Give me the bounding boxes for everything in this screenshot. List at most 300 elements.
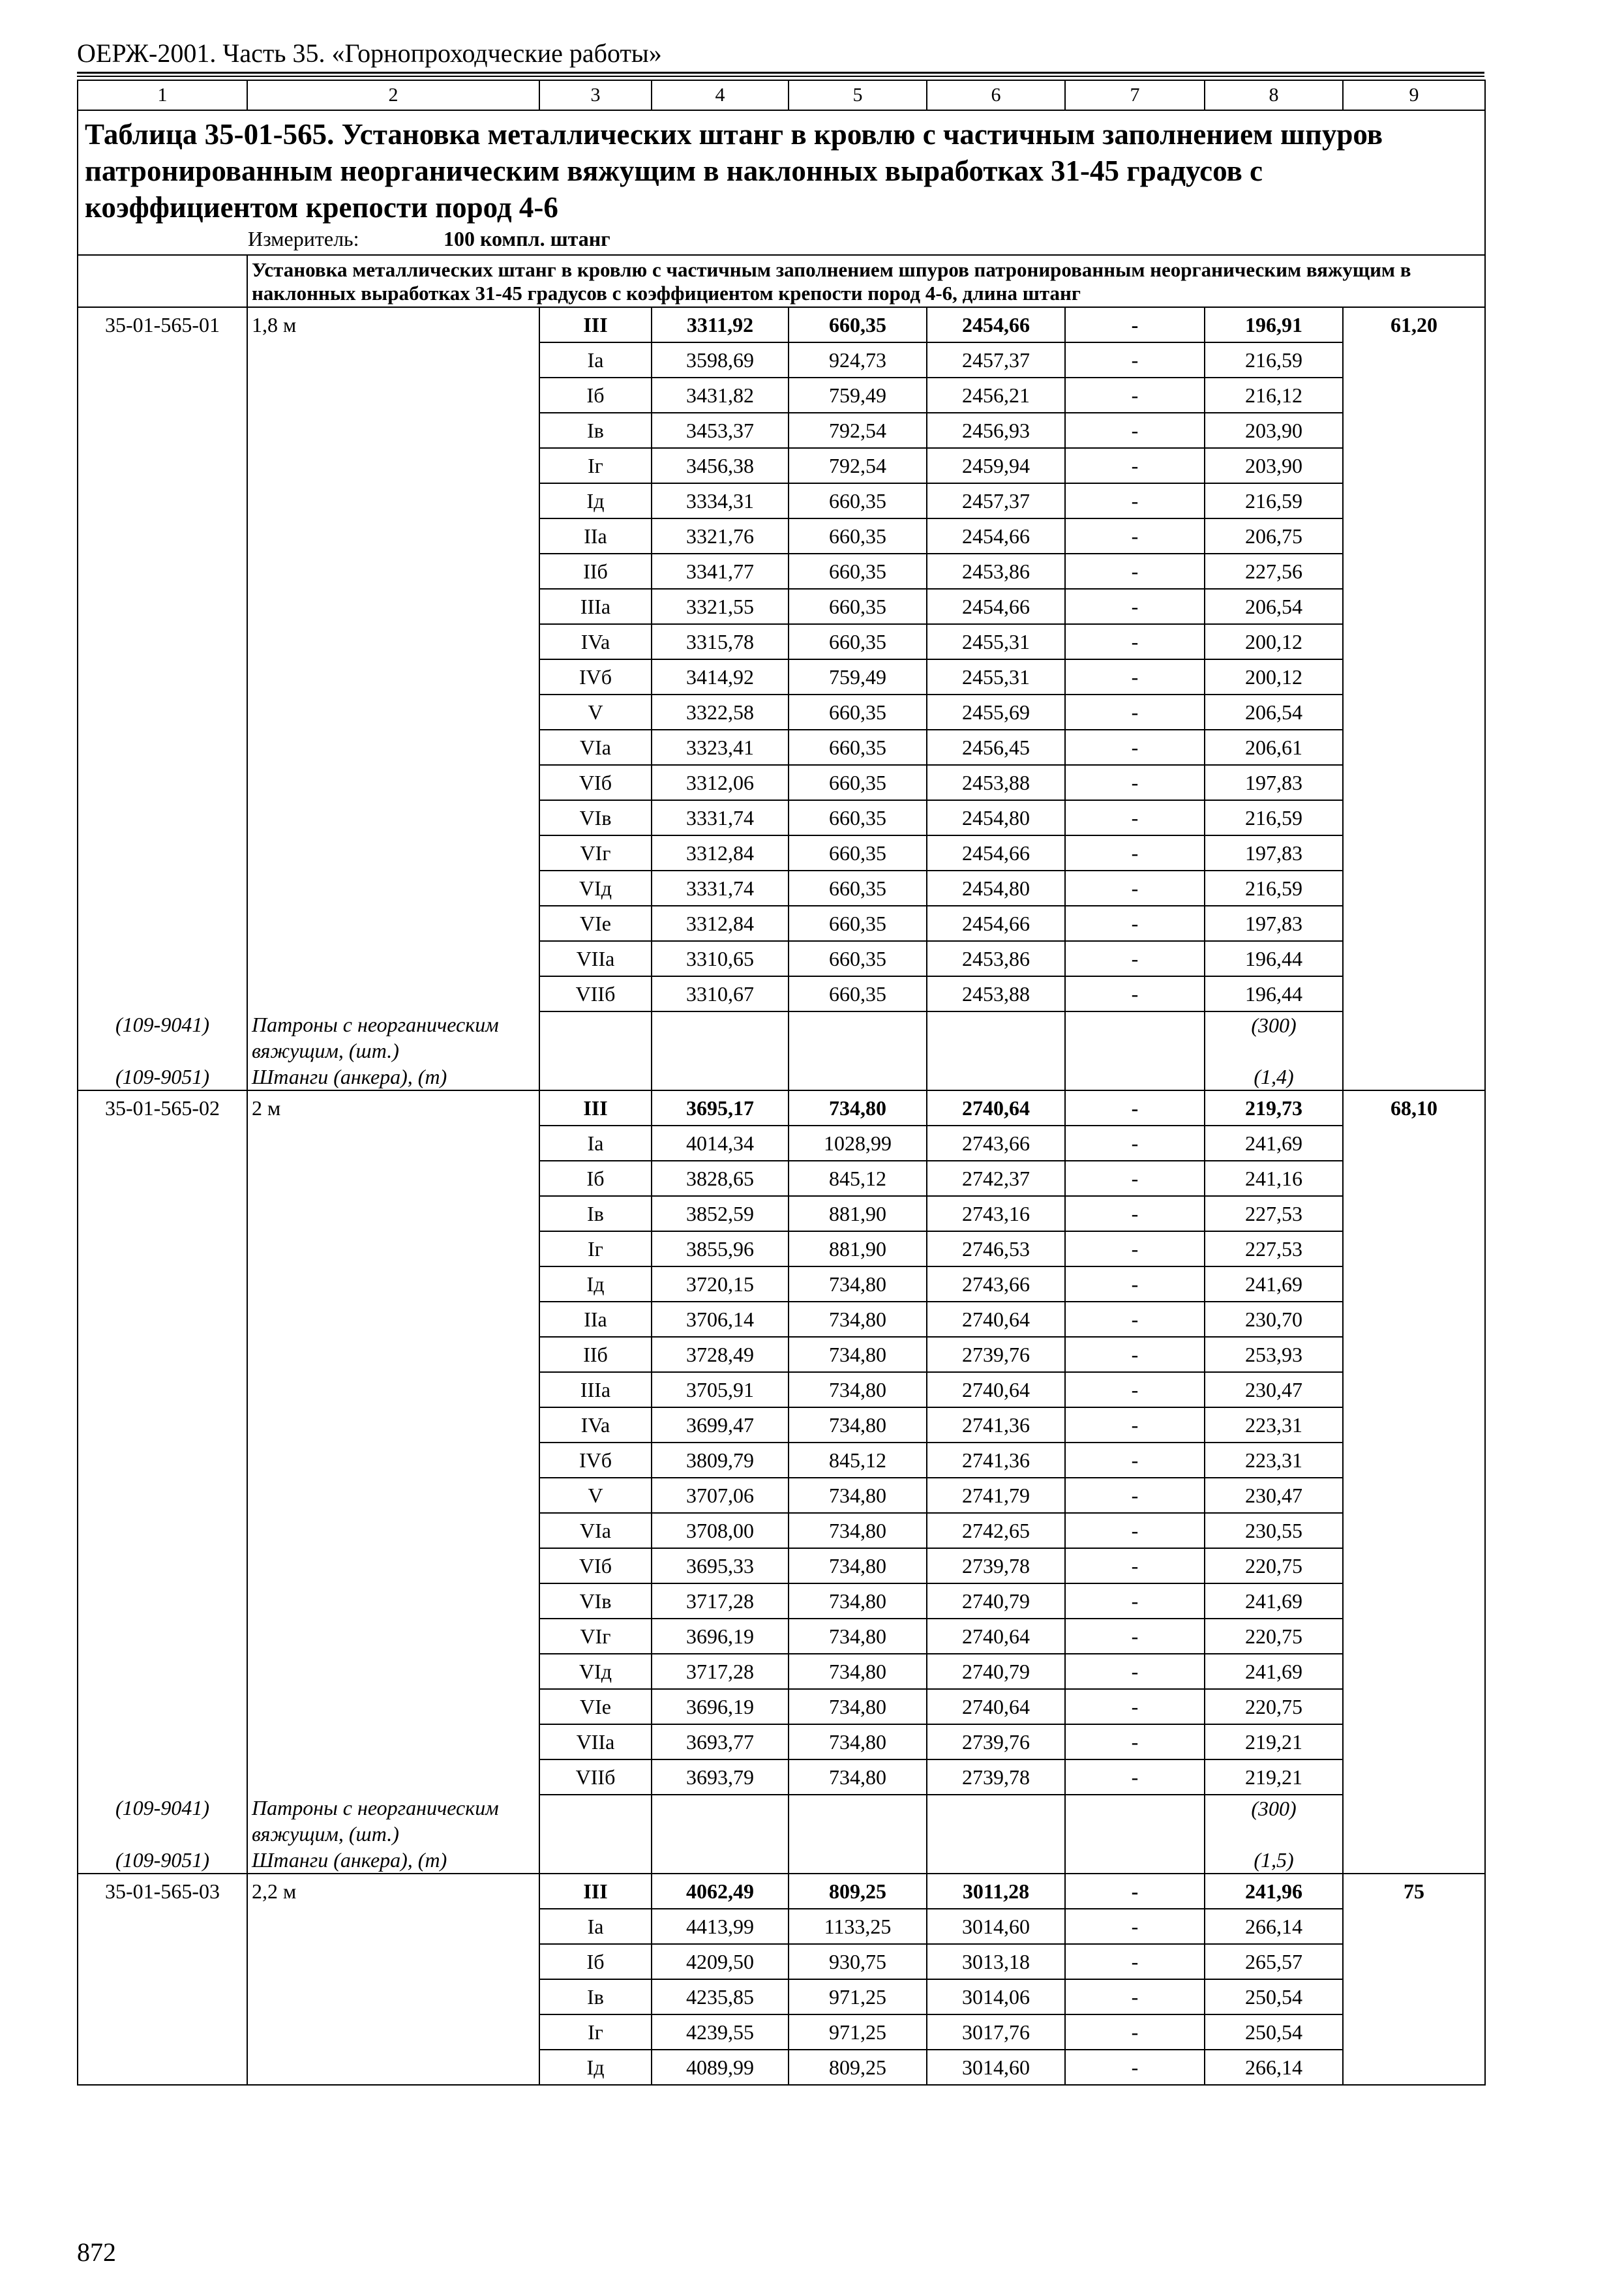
value-cell: 3828,65 bbox=[652, 1161, 789, 1196]
table-row bbox=[78, 1909, 1485, 1944]
rate-length-cont bbox=[247, 448, 539, 483]
empty-cell bbox=[789, 1795, 927, 1847]
value-cell: - bbox=[1065, 1407, 1205, 1443]
rate-code-cont bbox=[78, 1231, 247, 1266]
value-cell: 216,12 bbox=[1205, 378, 1343, 413]
table-row bbox=[78, 1874, 1485, 1909]
value-cell: 734,80 bbox=[789, 1372, 927, 1407]
zone-cell: III bbox=[539, 307, 652, 342]
value-cell: - bbox=[1065, 413, 1205, 448]
value-cell: 3809,79 bbox=[652, 1443, 789, 1478]
value-cell: 3014,60 bbox=[927, 2050, 1065, 2085]
value-cell: 4235,85 bbox=[652, 1979, 789, 2014]
resource-row bbox=[78, 1847, 1485, 1874]
rate-length-cont bbox=[247, 1909, 539, 1944]
labor-cell-cont bbox=[1343, 2014, 1485, 2050]
table-row bbox=[78, 906, 1485, 941]
zone-cell: VIв bbox=[539, 800, 652, 835]
table-row bbox=[78, 1266, 1485, 1302]
table-row bbox=[78, 1337, 1485, 1372]
rate-length-cont bbox=[247, 1478, 539, 1513]
value-cell: 3707,06 bbox=[652, 1478, 789, 1513]
labor-cell-cont bbox=[1343, 448, 1485, 483]
labor-cell-cont bbox=[1343, 2050, 1485, 2085]
rate-length-cont bbox=[247, 554, 539, 589]
table-row bbox=[78, 1161, 1485, 1196]
resource-name: Патроны с неорганическим вяжущим, (шт.) bbox=[247, 1011, 539, 1064]
rate-length-cont bbox=[247, 659, 539, 695]
table-row bbox=[78, 1548, 1485, 1583]
rate-code-cont bbox=[78, 659, 247, 695]
labor-cell-cont bbox=[1343, 941, 1485, 976]
value-cell: 3311,92 bbox=[652, 307, 789, 342]
value-cell: 223,31 bbox=[1205, 1443, 1343, 1478]
rate-code-cont bbox=[78, 1337, 247, 1372]
rate-length-cont bbox=[247, 2050, 539, 2085]
rate-length-cont bbox=[247, 518, 539, 554]
table-row bbox=[78, 1443, 1485, 1478]
rate-code-cont bbox=[78, 1196, 247, 1231]
value-cell: 3456,38 bbox=[652, 448, 789, 483]
value-cell: 250,54 bbox=[1205, 1979, 1343, 2014]
rate-length-cont bbox=[247, 2014, 539, 2050]
column-numbers-row bbox=[78, 80, 1485, 110]
value-cell: 2456,21 bbox=[927, 378, 1065, 413]
labor-cell-cont bbox=[1343, 1302, 1485, 1337]
rate-length-cont bbox=[247, 1689, 539, 1724]
rate-code-cont bbox=[78, 906, 247, 941]
value-cell: - bbox=[1065, 1302, 1205, 1337]
table-row bbox=[78, 1126, 1485, 1161]
value-cell: 206,54 bbox=[1205, 695, 1343, 730]
value-cell: - bbox=[1065, 906, 1205, 941]
resource-name: Патроны с неорганическим вяжущим, (шт.) bbox=[247, 1795, 539, 1847]
value-cell: 2455,69 bbox=[927, 695, 1065, 730]
rate-length-cont bbox=[247, 1126, 539, 1161]
zone-cell: IVa bbox=[539, 624, 652, 659]
value-cell: 206,61 bbox=[1205, 730, 1343, 765]
labor-cell-cont bbox=[1343, 1478, 1485, 1513]
resource-value: (1,4) bbox=[1205, 1064, 1343, 1090]
value-cell: 3014,06 bbox=[927, 1979, 1065, 2014]
rate-code-cont bbox=[78, 835, 247, 871]
rate-length-cont bbox=[247, 1443, 539, 1478]
value-cell: 2746,53 bbox=[927, 1231, 1065, 1266]
table-row bbox=[78, 835, 1485, 871]
value-cell: - bbox=[1065, 765, 1205, 800]
rate-length-cont bbox=[247, 1583, 539, 1619]
value-cell: 2457,37 bbox=[927, 483, 1065, 518]
zone-cell: IVa bbox=[539, 1407, 652, 1443]
value-cell: 734,80 bbox=[789, 1266, 927, 1302]
empty-cell bbox=[1065, 1795, 1205, 1847]
empty-cell bbox=[652, 1011, 789, 1064]
value-cell: 4239,55 bbox=[652, 2014, 789, 2050]
resource-value: (1,5) bbox=[1205, 1847, 1343, 1874]
value-cell: 2455,31 bbox=[927, 659, 1065, 695]
table-row bbox=[78, 941, 1485, 976]
value-cell: 2743,66 bbox=[927, 1266, 1065, 1302]
value-cell: 2739,76 bbox=[927, 1724, 1065, 1759]
labor-cell-cont bbox=[1343, 1795, 1485, 1847]
labor-cell-cont bbox=[1343, 1979, 1485, 2014]
value-cell: 241,16 bbox=[1205, 1161, 1343, 1196]
value-cell: 2454,66 bbox=[927, 307, 1065, 342]
rate-code-cont bbox=[78, 1443, 247, 1478]
value-cell: 734,80 bbox=[789, 1689, 927, 1724]
labor-cell-cont bbox=[1343, 976, 1485, 1011]
value-cell: 845,12 bbox=[789, 1443, 927, 1478]
zone-cell: V bbox=[539, 1478, 652, 1513]
value-cell: 230,55 bbox=[1205, 1513, 1343, 1548]
value-cell: 3705,91 bbox=[652, 1372, 789, 1407]
value-cell: 2741,36 bbox=[927, 1443, 1065, 1478]
subheading: Установка металлических штанг в кровлю с частичным заполнением шпуров патронированным неорганическим вяжущим в наклонных выработках 31-45 градусов с коэффициентом крепости пород 4-6, длина штанг bbox=[247, 255, 1485, 307]
value-cell: - bbox=[1065, 1619, 1205, 1654]
value-cell: 219,73 bbox=[1205, 1090, 1343, 1126]
zone-cell: IIa bbox=[539, 1302, 652, 1337]
value-cell: - bbox=[1065, 1689, 1205, 1724]
value-cell: 197,83 bbox=[1205, 906, 1343, 941]
table-row bbox=[78, 871, 1485, 906]
value-cell: 4413,99 bbox=[652, 1909, 789, 1944]
zone-cell: Iб bbox=[539, 1944, 652, 1979]
value-cell: 200,12 bbox=[1205, 659, 1343, 695]
labor-cell-cont bbox=[1343, 624, 1485, 659]
labor-cell: 61,20 bbox=[1343, 307, 1485, 342]
value-cell: 930,75 bbox=[789, 1944, 927, 1979]
value-cell: - bbox=[1065, 483, 1205, 518]
rate-length-cont bbox=[247, 941, 539, 976]
rate-code-cont bbox=[78, 1513, 247, 1548]
rate-code-cont bbox=[78, 1944, 247, 1979]
empty-cell bbox=[1065, 1011, 1205, 1064]
value-cell: 2743,66 bbox=[927, 1126, 1065, 1161]
value-cell: 734,80 bbox=[789, 1548, 927, 1583]
labor-cell-cont bbox=[1343, 1548, 1485, 1583]
value-cell: - bbox=[1065, 1654, 1205, 1689]
rate-code-cont bbox=[78, 941, 247, 976]
labor-cell-cont bbox=[1343, 1337, 1485, 1372]
rate-code-cont bbox=[78, 554, 247, 589]
labor-cell: 68,10 bbox=[1343, 1090, 1485, 1126]
value-cell: 197,83 bbox=[1205, 835, 1343, 871]
rate-code-cont bbox=[78, 1372, 247, 1407]
value-cell: 253,93 bbox=[1205, 1337, 1343, 1372]
value-cell: - bbox=[1065, 1944, 1205, 1979]
rate-code-cont bbox=[78, 1724, 247, 1759]
value-cell: 3717,28 bbox=[652, 1654, 789, 1689]
value-cell: 220,75 bbox=[1205, 1548, 1343, 1583]
table-row bbox=[78, 1979, 1485, 2014]
empty-cell bbox=[539, 1064, 652, 1090]
labor-cell-cont bbox=[1343, 589, 1485, 624]
value-cell: 660,35 bbox=[789, 730, 927, 765]
table-row bbox=[78, 483, 1485, 518]
value-cell: 216,59 bbox=[1205, 342, 1343, 378]
zone-cell: IIб bbox=[539, 1337, 652, 1372]
value-cell: 227,53 bbox=[1205, 1196, 1343, 1231]
rate-code-cont bbox=[78, 342, 247, 378]
value-cell: 971,25 bbox=[789, 2014, 927, 2050]
empty-cell bbox=[789, 1011, 927, 1064]
zone-cell: Ia bbox=[539, 342, 652, 378]
rate-code-cont bbox=[78, 800, 247, 835]
value-cell: - bbox=[1065, 1583, 1205, 1619]
value-cell: 196,44 bbox=[1205, 941, 1343, 976]
zone-cell: VIIб bbox=[539, 1759, 652, 1795]
value-cell: 220,75 bbox=[1205, 1619, 1343, 1654]
rate-length-cont bbox=[247, 1724, 539, 1759]
value-cell: 265,57 bbox=[1205, 1944, 1343, 1979]
value-cell: 660,35 bbox=[789, 589, 927, 624]
column-number: 7 bbox=[1065, 80, 1205, 110]
labor-cell-cont bbox=[1343, 554, 1485, 589]
value-cell: 241,69 bbox=[1205, 1266, 1343, 1302]
labor-cell-cont bbox=[1343, 1064, 1485, 1090]
value-cell: 2741,36 bbox=[927, 1407, 1065, 1443]
value-cell: - bbox=[1065, 1266, 1205, 1302]
empty-cell bbox=[927, 1064, 1065, 1090]
value-cell: 792,54 bbox=[789, 448, 927, 483]
table-row bbox=[78, 976, 1485, 1011]
value-cell: - bbox=[1065, 448, 1205, 483]
value-cell: 924,73 bbox=[789, 342, 927, 378]
table-row bbox=[78, 1654, 1485, 1689]
value-cell: 660,35 bbox=[789, 695, 927, 730]
value-cell: 230,70 bbox=[1205, 1302, 1343, 1337]
column-number: 1 bbox=[78, 80, 247, 110]
zone-cell: VIe bbox=[539, 906, 652, 941]
empty-cell bbox=[652, 1064, 789, 1090]
zone-cell: VIa bbox=[539, 1513, 652, 1548]
value-cell: 3323,41 bbox=[652, 730, 789, 765]
zone-cell: VIг bbox=[539, 1619, 652, 1654]
labor-cell-cont bbox=[1343, 1161, 1485, 1196]
value-cell: 3014,60 bbox=[927, 1909, 1065, 1944]
value-cell: 734,80 bbox=[789, 1513, 927, 1548]
rate-code-cont bbox=[78, 1126, 247, 1161]
rate-length-cont bbox=[247, 413, 539, 448]
header-rule bbox=[77, 72, 1484, 74]
rate-code-cont bbox=[78, 1161, 247, 1196]
value-cell: 660,35 bbox=[789, 906, 927, 941]
rate-length: 1,8 м bbox=[247, 307, 539, 342]
value-cell: 206,54 bbox=[1205, 589, 1343, 624]
value-cell: 250,54 bbox=[1205, 2014, 1343, 2050]
column-number: 5 bbox=[789, 80, 927, 110]
labor-cell-cont bbox=[1343, 730, 1485, 765]
value-cell: 734,80 bbox=[789, 1583, 927, 1619]
labor-cell-cont bbox=[1343, 1909, 1485, 1944]
value-cell: 881,90 bbox=[789, 1196, 927, 1231]
labor-cell-cont bbox=[1343, 1759, 1485, 1795]
rate-length-cont bbox=[247, 1654, 539, 1689]
value-cell: 3728,49 bbox=[652, 1337, 789, 1372]
value-cell: 2740,64 bbox=[927, 1302, 1065, 1337]
rate-code-cont bbox=[78, 448, 247, 483]
value-cell: - bbox=[1065, 1724, 1205, 1759]
table-row bbox=[78, 448, 1485, 483]
table-row bbox=[78, 378, 1485, 413]
value-cell: 3696,19 bbox=[652, 1689, 789, 1724]
value-cell: 4014,34 bbox=[652, 1126, 789, 1161]
value-cell: - bbox=[1065, 835, 1205, 871]
value-cell: 219,21 bbox=[1205, 1724, 1343, 1759]
zone-cell: VIг bbox=[539, 835, 652, 871]
value-cell: 3453,37 bbox=[652, 413, 789, 448]
rate-code-cont bbox=[78, 1689, 247, 1724]
zone-cell: III bbox=[539, 1874, 652, 1909]
rate-length-cont bbox=[247, 1302, 539, 1337]
table-row bbox=[78, 1090, 1485, 1126]
rate-code-cont bbox=[78, 1909, 247, 1944]
zone-cell: VIIa bbox=[539, 941, 652, 976]
labor-cell-cont bbox=[1343, 1372, 1485, 1407]
labor-cell-cont bbox=[1343, 1944, 1485, 1979]
value-cell: - bbox=[1065, 307, 1205, 342]
value-cell: 734,80 bbox=[789, 1759, 927, 1795]
value-cell: - bbox=[1065, 1196, 1205, 1231]
resource-code: (109-9051) bbox=[78, 1064, 247, 1090]
value-cell: - bbox=[1065, 518, 1205, 554]
resource-value: (300) bbox=[1205, 1011, 1343, 1064]
value-cell: 734,80 bbox=[789, 1619, 927, 1654]
value-cell: 2453,86 bbox=[927, 554, 1065, 589]
rate-code-cont bbox=[78, 518, 247, 554]
table-row bbox=[78, 765, 1485, 800]
rate-length-cont bbox=[247, 871, 539, 906]
value-cell: 4089,99 bbox=[652, 2050, 789, 2085]
value-cell: 660,35 bbox=[789, 976, 927, 1011]
value-cell: 2743,16 bbox=[927, 1196, 1065, 1231]
value-cell: 660,35 bbox=[789, 941, 927, 976]
rate-code-cont bbox=[78, 1407, 247, 1443]
rate-code-cont bbox=[78, 589, 247, 624]
table-row bbox=[78, 1944, 1485, 1979]
rate-code-cont bbox=[78, 2050, 247, 2085]
zone-cell: IIa bbox=[539, 518, 652, 554]
value-cell: 2740,64 bbox=[927, 1689, 1065, 1724]
value-cell: 2454,66 bbox=[927, 906, 1065, 941]
empty-cell bbox=[539, 1795, 652, 1847]
value-cell: 227,56 bbox=[1205, 554, 1343, 589]
zone-cell: Ia bbox=[539, 1126, 652, 1161]
value-cell: 2740,64 bbox=[927, 1372, 1065, 1407]
value-cell: 3312,84 bbox=[652, 835, 789, 871]
value-cell: 2741,79 bbox=[927, 1478, 1065, 1513]
zone-cell: Ia bbox=[539, 1909, 652, 1944]
measure-label: Измеритель: bbox=[248, 227, 359, 250]
value-cell: 3310,67 bbox=[652, 976, 789, 1011]
labor-cell: 75 bbox=[1343, 1874, 1485, 1909]
rate-length-cont bbox=[247, 378, 539, 413]
rate-length-cont bbox=[247, 1161, 539, 1196]
value-cell: - bbox=[1065, 1161, 1205, 1196]
value-cell: - bbox=[1065, 1126, 1205, 1161]
value-cell: 3695,33 bbox=[652, 1548, 789, 1583]
value-cell: - bbox=[1065, 589, 1205, 624]
rate-length: 2,2 м bbox=[247, 1874, 539, 1909]
labor-cell-cont bbox=[1343, 1126, 1485, 1161]
table-row bbox=[78, 1689, 1485, 1724]
zone-cell: V bbox=[539, 695, 652, 730]
labor-cell-cont bbox=[1343, 413, 1485, 448]
value-cell: 3341,77 bbox=[652, 554, 789, 589]
value-cell: 759,49 bbox=[789, 659, 927, 695]
empty-cell bbox=[539, 1847, 652, 1874]
value-cell: 3598,69 bbox=[652, 342, 789, 378]
labor-cell-cont bbox=[1343, 1443, 1485, 1478]
rate-code-cont bbox=[78, 378, 247, 413]
value-cell: 3695,17 bbox=[652, 1090, 789, 1126]
table-row bbox=[78, 307, 1485, 342]
rate-length-cont bbox=[247, 730, 539, 765]
rate-code-cont bbox=[78, 976, 247, 1011]
value-cell: 3706,14 bbox=[652, 1302, 789, 1337]
value-cell: 1028,99 bbox=[789, 1126, 927, 1161]
value-cell: 2459,94 bbox=[927, 448, 1065, 483]
column-number: 3 bbox=[539, 80, 652, 110]
table-row bbox=[78, 2014, 1485, 2050]
value-cell: 3321,76 bbox=[652, 518, 789, 554]
value-cell: 2454,66 bbox=[927, 835, 1065, 871]
running-header: ОЕРЖ-2001. Часть 35. «Горнопроходческие работы» bbox=[77, 38, 662, 68]
table-row bbox=[78, 1724, 1485, 1759]
value-cell: - bbox=[1065, 659, 1205, 695]
value-cell: 196,91 bbox=[1205, 307, 1343, 342]
column-number: 2 bbox=[247, 80, 539, 110]
measure-value: 100 компл. штанг bbox=[444, 227, 610, 250]
empty-cell bbox=[927, 1847, 1065, 1874]
value-cell: 230,47 bbox=[1205, 1478, 1343, 1513]
table-row bbox=[78, 1372, 1485, 1407]
value-cell: 3696,19 bbox=[652, 1619, 789, 1654]
value-cell: 241,69 bbox=[1205, 1583, 1343, 1619]
value-cell: - bbox=[1065, 624, 1205, 659]
value-cell: 4209,50 bbox=[652, 1944, 789, 1979]
rate-length-cont bbox=[247, 1944, 539, 1979]
table-row bbox=[78, 1513, 1485, 1548]
value-cell: 809,25 bbox=[789, 2050, 927, 2085]
value-cell: 3312,84 bbox=[652, 906, 789, 941]
value-cell: - bbox=[1065, 2014, 1205, 2050]
value-cell: 196,44 bbox=[1205, 976, 1343, 1011]
labor-cell-cont bbox=[1343, 1196, 1485, 1231]
zone-cell: VIв bbox=[539, 1583, 652, 1619]
value-cell: 2454,80 bbox=[927, 871, 1065, 906]
value-cell: 845,12 bbox=[789, 1161, 927, 1196]
resource-row bbox=[78, 1795, 1485, 1847]
value-cell: 3322,58 bbox=[652, 695, 789, 730]
table-row bbox=[78, 413, 1485, 448]
value-cell: 3693,79 bbox=[652, 1759, 789, 1795]
rate-code-cont bbox=[78, 483, 247, 518]
rate-length-cont bbox=[247, 906, 539, 941]
labor-cell-cont bbox=[1343, 1654, 1485, 1689]
resource-name: Штанги (анкера), (т) bbox=[247, 1847, 539, 1874]
rate-code-cont bbox=[78, 695, 247, 730]
rate-length-cont bbox=[247, 800, 539, 835]
value-cell: 3321,55 bbox=[652, 589, 789, 624]
table-row bbox=[78, 1759, 1485, 1795]
value-cell: - bbox=[1065, 1478, 1205, 1513]
labor-cell-cont bbox=[1343, 800, 1485, 835]
value-cell: 881,90 bbox=[789, 1231, 927, 1266]
value-cell: - bbox=[1065, 342, 1205, 378]
labor-cell-cont bbox=[1343, 518, 1485, 554]
value-cell: - bbox=[1065, 378, 1205, 413]
